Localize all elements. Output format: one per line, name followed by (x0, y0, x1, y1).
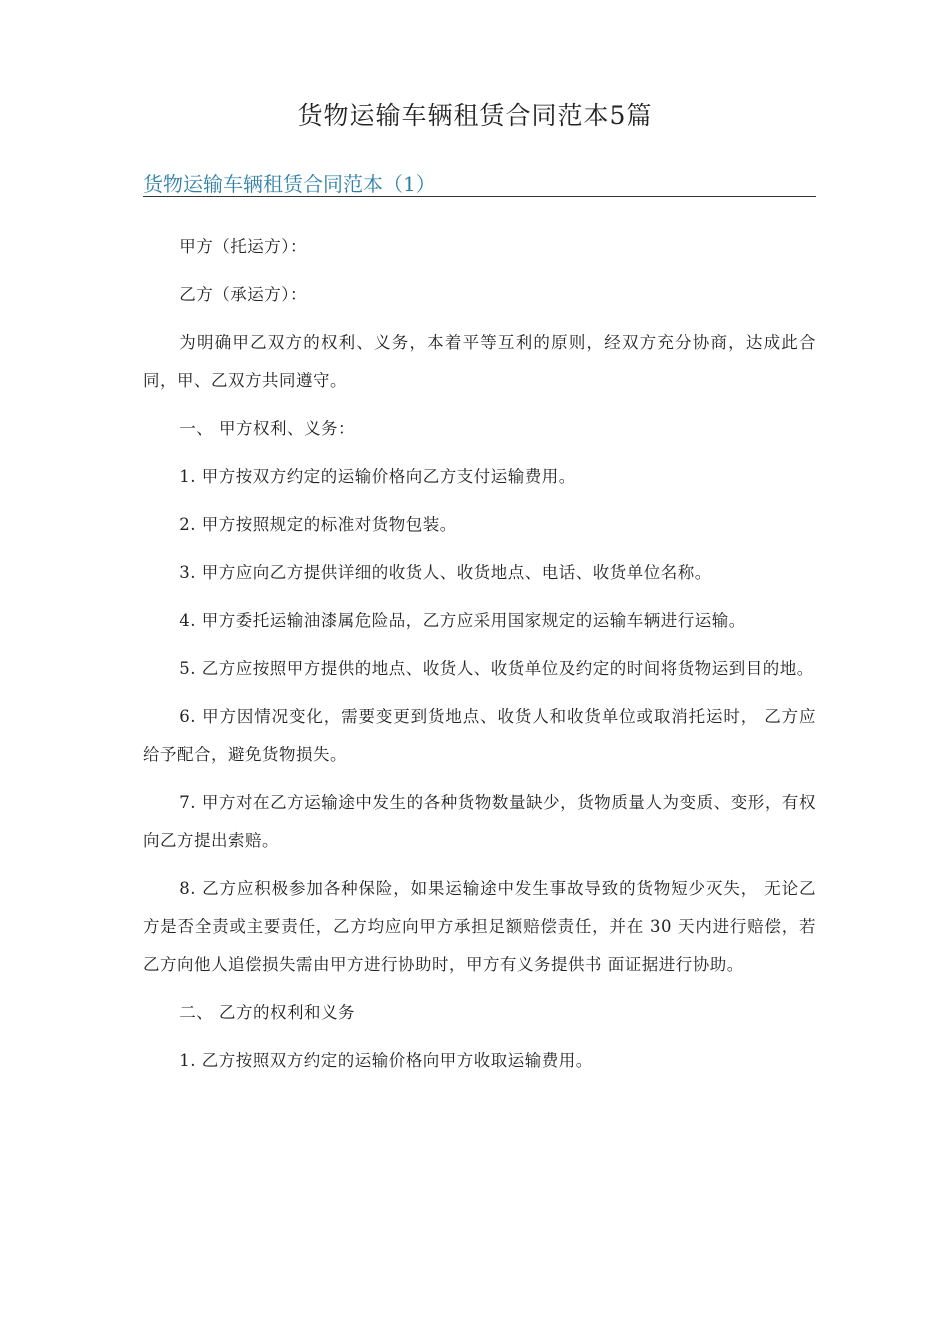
preamble-paragraph: 为明确甲乙双方的权利、义务，本着平等互利的原则，经双方充分协商，达成此合同，甲、乙双方共同遵守。 (143, 333, 816, 390)
clause-heading-party-b: 二、 乙方的权利和义务 (179, 1003, 356, 1022)
party-a-line: 甲方（托运方）： (179, 237, 308, 256)
clause-item: 8. 乙方应积极参加各种保险，如果运输途中发生事故导致的货物短少灭失， 无论乙方是否全责或主要责任，乙方均应向甲方承担足额赔偿责任，并在 30 天内进行赔偿，若乙方向他人追偿损失需由甲方进行协助时，甲方有义务提供书 面证据进行协助。 (143, 879, 816, 974)
clause-item: 6. 甲方因情况变化，需要变更到货地点、收货人和收货单位或取消托运时， 乙方应给予配合，避免货物损失。 (143, 707, 816, 764)
section-heading: 货物运输车辆租赁合同范本（1） (143, 168, 816, 197)
clause-item: 7. 甲方对在乙方运输途中发生的各种货物数量缺少，货物质量人为变质、变形，有权向乙方提出索赔。 (143, 793, 816, 850)
clause-item: 3. 甲方应向乙方提供详细的收货人、收货地点、电话、收货单位名称。 (179, 563, 712, 582)
party-b-line: 乙方（承运方）： (179, 285, 308, 304)
document-body (143, 228, 816, 1090)
clause-item: 1. 乙方按照双方约定的运输价格向甲方收取运输费用。 (179, 1051, 593, 1070)
clause-item: 1. 甲方按双方约定的运输价格向乙方支付运输费用。 (179, 467, 576, 486)
clause-item: 2. 甲方按照规定的标准对货物包装。 (179, 515, 457, 534)
clause-heading-party-a: 一、 甲方权利、义务： (179, 419, 356, 438)
clause-item: 5. 乙方应按照甲方提供的地点、收货人、收货单位及约定的时间将货物运到目的地。 (179, 659, 814, 678)
clause-item: 4. 甲方委托运输油漆属危险品，乙方应采用国家规定的运输车辆进行运输。 (179, 611, 746, 630)
document-title: 货物运输车辆租赁合同范本5篇 (297, 101, 653, 130)
